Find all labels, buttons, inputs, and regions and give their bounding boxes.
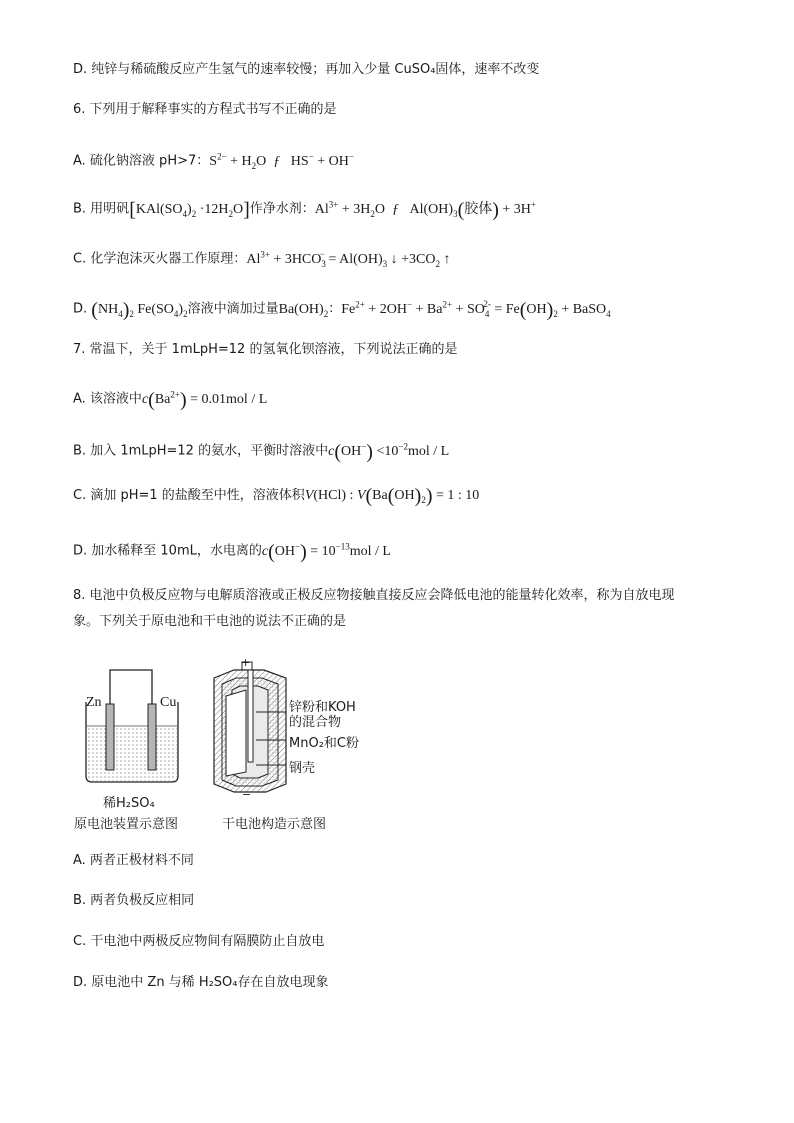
q6-option-c (73, 244, 450, 273)
q7c-text: C. 滴加 pH=1 的盐酸至中性，溶液体积 (73, 488, 305, 503)
q6d-salt: $(NH_4)_2$ $Fe(SO_4)_2$ (91, 298, 188, 321)
positive-terminal-label: + (241, 656, 251, 669)
q6c-equation: $Al^{3+} + 3HCO_3^- = Al(OH)_3$ ↓ $+3CO_2$ ↑ (246, 249, 451, 269)
q5-option-d: D. 纯锌与稀硫酸反应产生氢气的速率较慢；再加入少量 CuSO₄固体，速率不改变 (73, 62, 540, 77)
steel-shell-label: 钢壳 (289, 761, 316, 776)
q8-option-b: B. 两者负极反应相同 (73, 893, 195, 908)
q7b-text: B. 加入 1mLpH=12 的氨水，平衡时溶液中 (73, 443, 329, 459)
galvanic-cell-diagram (80, 664, 190, 789)
q7-option-b (73, 436, 449, 462)
q6b-text: B. 用明矾 (73, 201, 130, 217)
cu-label: Cu (160, 695, 177, 710)
q6c-text: C. 化学泡沫灭火器工作原理： (73, 251, 247, 267)
mno2-carbon-label: MnO₂和C粉 (289, 736, 359, 751)
dilute-h2so4-label: 稀H₂SO₄ (103, 796, 155, 811)
q7a-math: $c(Ba^{2+}) = 0.01mol / L$ (141, 388, 268, 411)
q7-option-c (73, 486, 479, 510)
dry-cell-caption: 干电池构造示意图 (222, 817, 327, 832)
q7d-text: D. 加水稀释至 10mL，水电离的 (73, 543, 262, 559)
q8-option-c: C. 干电池中两极反应物间有隔膜防止自放电 (73, 934, 325, 949)
galvanic-cell-caption: 原电池装置示意图 (74, 817, 179, 832)
q7c-math: V(HCl) : $V(Ba(OH)_2) = 1$ : 10 (304, 485, 480, 507)
zinc-koh-label-line1: 锌粉和KOH (289, 700, 356, 715)
q6d-colon: ： (328, 301, 342, 317)
q7-stem: 7. 常温下，关于 1mLpH=12 的氢氧化钡溶液，下列说法正确的是 (73, 342, 458, 357)
q7-option-a (73, 384, 267, 410)
q6b-text-2: 作净水剂： (249, 201, 315, 217)
q6b-formula: $[KAl(SO_4)_2 \cdot 12H_2O]$ (129, 198, 250, 221)
q6-option-d (73, 294, 611, 323)
q6-option-b (73, 194, 536, 223)
q7-option-d (73, 536, 391, 562)
q7d-math: $c(OH^-) = 10^{-13}mol / L$ (261, 540, 391, 563)
q6d-text: D. (73, 301, 92, 317)
q7a-text: A. 该溶液中 (73, 391, 142, 407)
q6-option-a (73, 146, 354, 175)
zinc-koh-label-line2: 的混合物 (289, 715, 342, 730)
q6-stem: 6. 下列用于解释事实的方程式书写不正确的是 (73, 102, 337, 117)
q8-stem-line2: 象。下列关于原电池和干电池的说法不正确的是 (73, 614, 347, 629)
q6d-text-2: 溶液中滴加过量 (187, 301, 279, 317)
q6a-text: A. 硫化钠溶液 pH>7： (73, 153, 210, 169)
zn-label: Zn (86, 695, 102, 710)
q6d-base: $Ba(OH)_2$ (278, 301, 329, 319)
q7b-math: $c(OH^-) <10^{-2}mol / L$ (328, 440, 450, 463)
q8-option-a: A. 两者正极材料不同 (73, 853, 194, 868)
battery-figure (0, 650, 794, 840)
q6d-equation: $Fe^{2+} + 2OH^- + Ba^{2+} + SO_4^{2-} = Fe(OH)_2$ + BaSO$_4$ (341, 298, 611, 321)
q8-option-d: D. 原电池中 Zn 与稀 H₂SO₄存在自放电现象 (73, 975, 329, 990)
q6b-equation: $Al^{3+} + 3H_2O$ ƒ $Al(OH)_3$(胶体) + 3H+ (314, 198, 536, 221)
q6a-equation: $S^{2-} + H_2O$ ƒ HS− + OH− (209, 151, 354, 171)
q8-stem-line1: 8. 电池中负极反应物与电解质溶液或正极反应物接触直接反应会降低电池的能量转化效率，称为自放电现 (73, 588, 675, 603)
negative-terminal-label: − (242, 788, 252, 801)
